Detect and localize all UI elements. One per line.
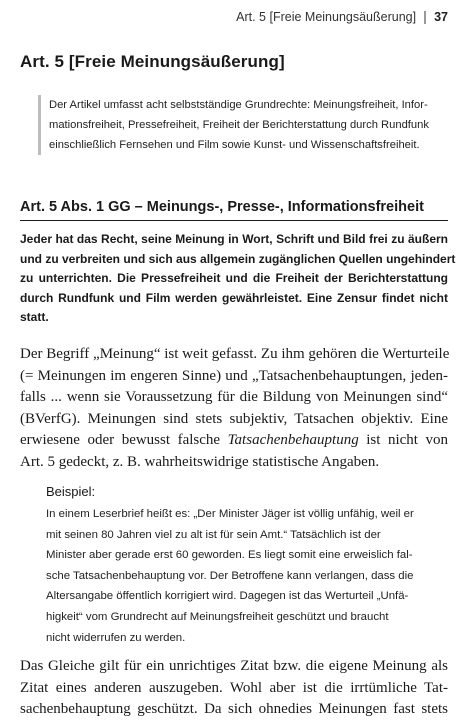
law-line: zu unterrichten. Die Pressefreiheit und die Freiheit der Berichterstattung [20,271,448,285]
example-box [46,483,450,648]
body-line: falls ... wenn sie Voraussetzung für die Bildung von Meinungen sind“ [20,389,448,406]
law-line: durch Rundfunk und Film werden gewährleistet. Eine Zensur findet nicht [20,290,448,305]
example-line: sche Tatsachenbehauptung vor. Der Betroffene kann verlangen, dass die [46,569,414,582]
example-line: higkeit“ vom Grundrecht auf Meinungsfreiheit geschützt und braucht [46,610,389,623]
running-head [236,10,448,24]
body-line: Der Begriff „Meinung“ ist weit gefasst. Zu ihm gehören die Werturteile [20,346,450,362]
article-title: Art. 5 [Freie Meinungsäußerung] [20,52,285,71]
summary-line: mationsfreiheit, Pressefreiheit, Freiheit der Berichterstattung durch Rundfunk [49,119,429,131]
example-line: mit seinen 80 Jahren viel zu alt ist für sein Amt.“ Tatsächlich ist der [46,528,381,541]
body-line: sachenbehauptung geschützt. Da sich ohnedies Meinungen fast stets [20,701,448,718]
law-line: und zu verbreiten und sich aus allgemein zugänglichen Quellen ungehindert [20,251,456,266]
summary-line: Der Artikel umfasst acht selbstständige Grundrechte: Meinungsfreiheit, Infor- [49,99,428,111]
article-summary [38,95,459,155]
example-line: Altersangabe öffentlich korrigiert wird. Dagegen ist das Werturteil „Unfä- [46,590,409,603]
body-text: ist nicht von [358,432,449,449]
summary-line: einschließlich Fernsehen und Film sowie Kunst- und Wissenschaftsfreiheit. [49,139,420,151]
law-line: statt. [20,310,49,324]
example-line: In einem Leserbrief heißt es: „Der Minister Jäger ist völlig unfähig, weil er [46,508,414,520]
example-text [46,504,450,648]
example-line: Minister aber gerade erst 60 geworden. Es liegt somit eine erweislich fal- [46,549,413,562]
body-line: Das Gleiche gilt für ein unrichtiges Zitat bzw. die eigene Meinung als [20,658,448,674]
running-title: Art. 5 [Freie Meinungsäußerung] [236,10,417,24]
law-line: Jeder hat das Recht, seine Meinung in Wort, Schrift und Bild frei zu äußern [20,232,448,246]
body-line: Zitat eines anderen auszugeben. Wohl aber ist die irrtümliche Tat- [20,679,448,696]
body-line [20,430,448,452]
body-line: Art. 5 gedeckt, z. B. wahrheitswidrige statistische Angaben. [20,453,380,470]
example-label: Beispiel: [46,484,96,499]
emphasis-term: Tatsachenbehauptung [227,432,359,449]
body-line: (= Meinungen im engeren Sinne) und „Tatsachenbehauptungen, jeden- [20,367,448,384]
body-text: erwiesene oder bewusst falsche [20,432,228,449]
example-line: nicht widerrufen zu werden. [46,631,186,644]
page-number: 37 [434,10,448,24]
section-heading: Art. 5 Abs. 1 GG – Meinungs-, Presse-, Informationsfreiheit [20,199,448,221]
body-paragraph-2 [20,656,448,721]
separator-bar [424,11,426,24]
body-paragraph-1 [20,344,448,474]
body-line: (BVerfG). Meinungen sind stets subjektiv, Tatsachen objektiv. Eine [20,410,448,427]
law-text [20,230,456,328]
